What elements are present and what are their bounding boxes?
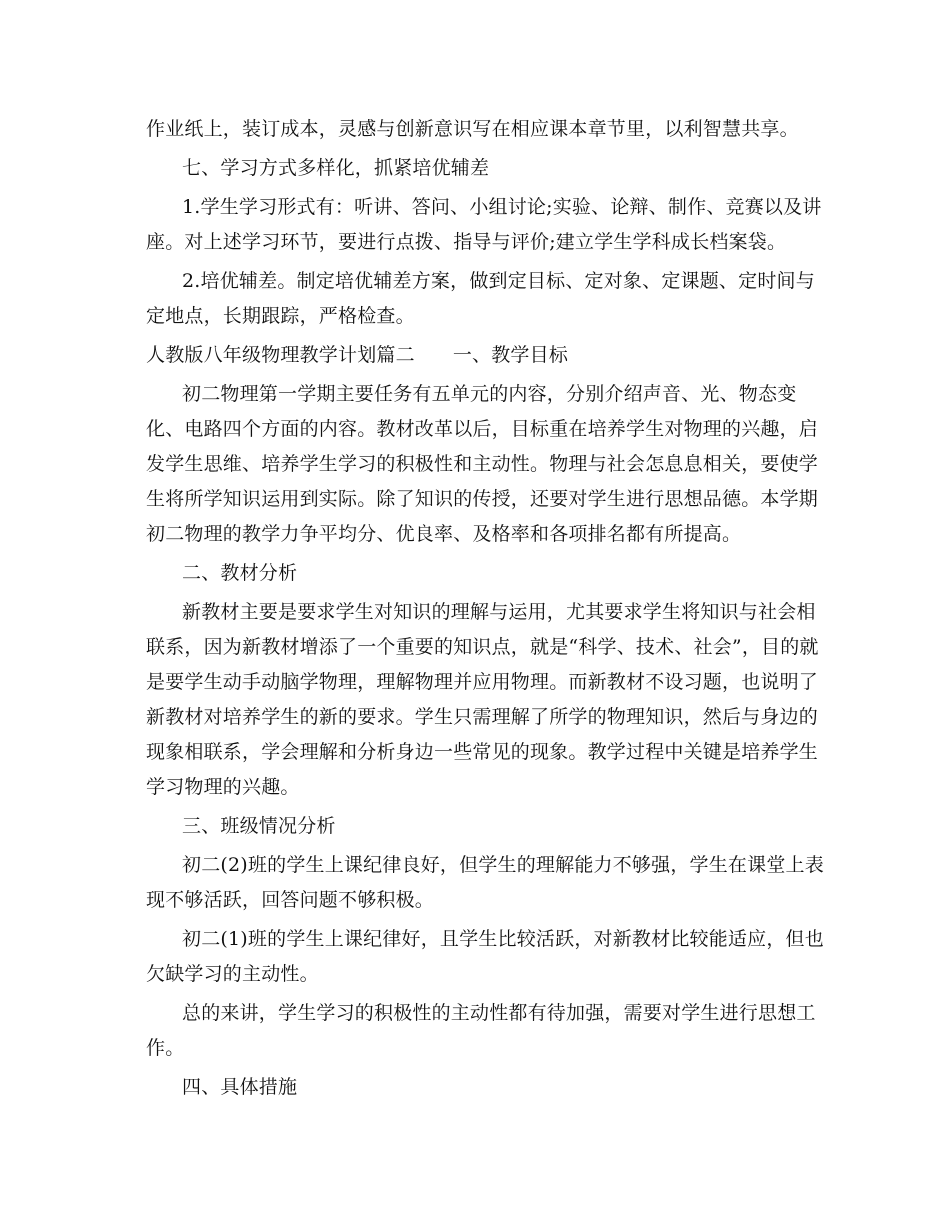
section-heading: 三、班级情况分析	[182, 815, 336, 837]
paragraph-line: 定地点，长期跟踪，严格检查。	[146, 305, 415, 327]
text-line: 作业纸上，装订成本，灵感与创新意识写在相应课本章节里，以利智慧共享。	[146, 118, 799, 140]
paragraph-line: 作。	[146, 1037, 185, 1059]
article-title: 人教版八年级物理教学计划篇二	[146, 344, 415, 366]
paragraph-line: 2.培优辅差。制定培优辅差方案，做到定目标、定对象、定课题、定时间与	[182, 270, 815, 292]
paragraph-line: 发学生思维、培养学生学习的积极性和主动性。物理与社会怎息息相关，要使学	[146, 453, 819, 475]
paragraph-line: 初二物理第一学期主要任务有五单元的内容，分别介绍声音、光、物态变	[182, 383, 797, 405]
paragraph-line: 学习物理的兴趣。	[146, 776, 300, 798]
paragraph-line: 联系，因为新教材增添了一个重要的知识点，就是“科学、技术、社会”，目的就	[146, 636, 819, 658]
paragraph-line: 化、电路四个方面的内容。教材改革以后，目标重在培养学生对物理的兴趣，启	[146, 418, 819, 440]
paragraph-line: 现不够活跃，回答问题不够积极。	[146, 889, 435, 911]
paragraph-line: 是要学生动手动脑学物理，理解物理并应用物理。而新教材不设习题，也说明了	[146, 671, 819, 693]
paragraph-line: 初二物理的教学力争平均分、优良率、及格率和各项排名都有所提高。	[146, 523, 742, 545]
paragraph-line: 座。对上述学习环节，要进行点拨、指导与评价;建立学生学科成长档案袋。	[146, 231, 787, 253]
article-title-line	[146, 338, 812, 373]
paragraph-line: 现象相联系，学会理解和分析身边一些常见的现象。教学过程中关键是培养学生	[146, 741, 819, 763]
paragraph-line: 新教材主要是要求学生对知识的理解与运用，尤其要求学生将知识与社会相	[182, 601, 816, 623]
paragraph-line: 1.学生学习形式有：听讲、答问、小组讨论;实验、论辩、制作、竞赛以及讲	[182, 196, 822, 218]
section-heading: 七、学习方式多样化，抓紧培优辅差	[182, 157, 490, 179]
paragraph-line: 生将所学知识运用到实际。除了知识的传授，还要对学生进行思想品德。本学期	[146, 488, 819, 510]
paragraph-line: 初二(1)班的学生上课纪律好，且学生比较活跃，对新教材比较能适应，但也	[182, 928, 824, 950]
section-heading: 一、教学目标	[452, 344, 569, 366]
paragraph-line: 欠缺学习的主动性。	[146, 963, 319, 985]
paragraph-line: 初二(2)班的学生上课纪律良好，但学生的理解能力不够强，学生在课堂上表	[182, 854, 824, 876]
paragraph-line: 新教材对培养学生的新的要求。学生只需理解了所学的物理知识，然后与身边的	[146, 706, 819, 728]
section-heading: 四、具体措施	[182, 1076, 298, 1098]
document-body	[146, 112, 824, 1105]
section-heading: 二、教材分析	[182, 562, 298, 584]
paragraph-line: 总的来讲，学生学习的积极性的主动性都有待加强，需要对学生进行思想工	[182, 1002, 816, 1024]
